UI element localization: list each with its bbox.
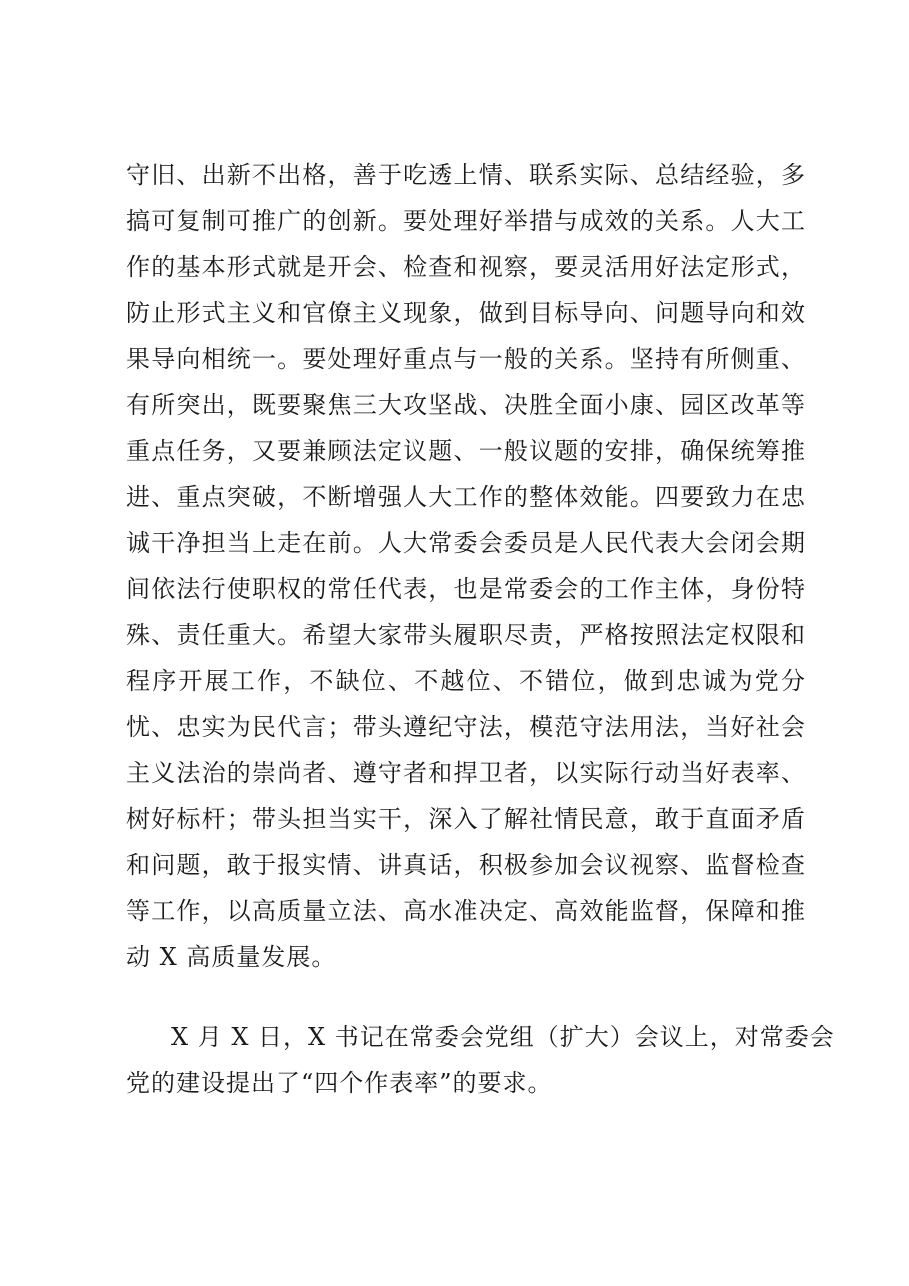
paragraph-line: 守旧、出新不出格，善于吃透上情、联系实际、总结经验，多 (126, 161, 806, 189)
paragraph-body (126, 152, 806, 980)
paragraph-line: 果导向相统一。要处理好重点与一般的关系。坚持有所侧重、 (126, 345, 806, 373)
paragraph-line: 等工作，以高质量立法、高水准决定、高效能监督，保障和推 (126, 897, 806, 925)
paragraph-line: 树好标杆；带头担当实干，深入了解社情民意，敢于直面矛盾 (126, 805, 806, 833)
paragraph-line: 主义法治的崇尚者、遵守者和捍卫者，以实际行动当好表率、 (126, 759, 806, 787)
paragraph-line: 搞可复制可推广的创新。要处理好举措与成效的关系。人大工 (126, 207, 806, 235)
paragraph-line: 和问题，敢于报实情、讲真话，积极参加会议视察、监督检查 (126, 851, 806, 879)
paragraph-line: 党的建设提出了“四个作表率”的要求。 (126, 1069, 553, 1097)
paragraph-line: 防止形式主义和官僚主义现象，做到目标导向、问题导向和效 (126, 299, 806, 327)
paragraph-line: 动 X 高质量发展。 (126, 943, 337, 971)
paragraph-line: 忧、忠实为民代言；带头遵纪守法，模范守法用法，当好社会 (126, 713, 806, 741)
paragraph-line: 诚干净担当上走在前。人大常委会委员是人民代表大会闭会期 (126, 529, 806, 557)
paragraph-line: 重点任务，又要兼顾法定议题、一般议题的安排，确保统筹推 (126, 437, 806, 465)
paragraph-line: 间依法行使职权的常任代表，也是常委会的工作主体，身份特 (126, 575, 806, 603)
paragraph-line: 进、重点突破，不断增强人大工作的整体效能。四要致力在忠 (126, 483, 806, 511)
paragraph-line: 作的基本形式就是开会、检查和视察，要灵活用好法定形式， (126, 253, 806, 281)
paragraph-line: 有所突出，既要聚焦三大攻坚战、决胜全面小康、园区改革等 (126, 391, 806, 419)
paragraph-meeting (126, 1014, 835, 1106)
paragraph-line: 程序开展工作，不缺位、不越位、不错位，做到忠诚为党分 (126, 667, 806, 695)
paragraph-line: X 月 X 日，X 书记在常委会党组（扩大）会议上，对常委会 (171, 1023, 835, 1051)
paragraph-line: 殊、责任重大。希望大家带头履职尽责，严格按照法定权限和 (126, 621, 806, 649)
